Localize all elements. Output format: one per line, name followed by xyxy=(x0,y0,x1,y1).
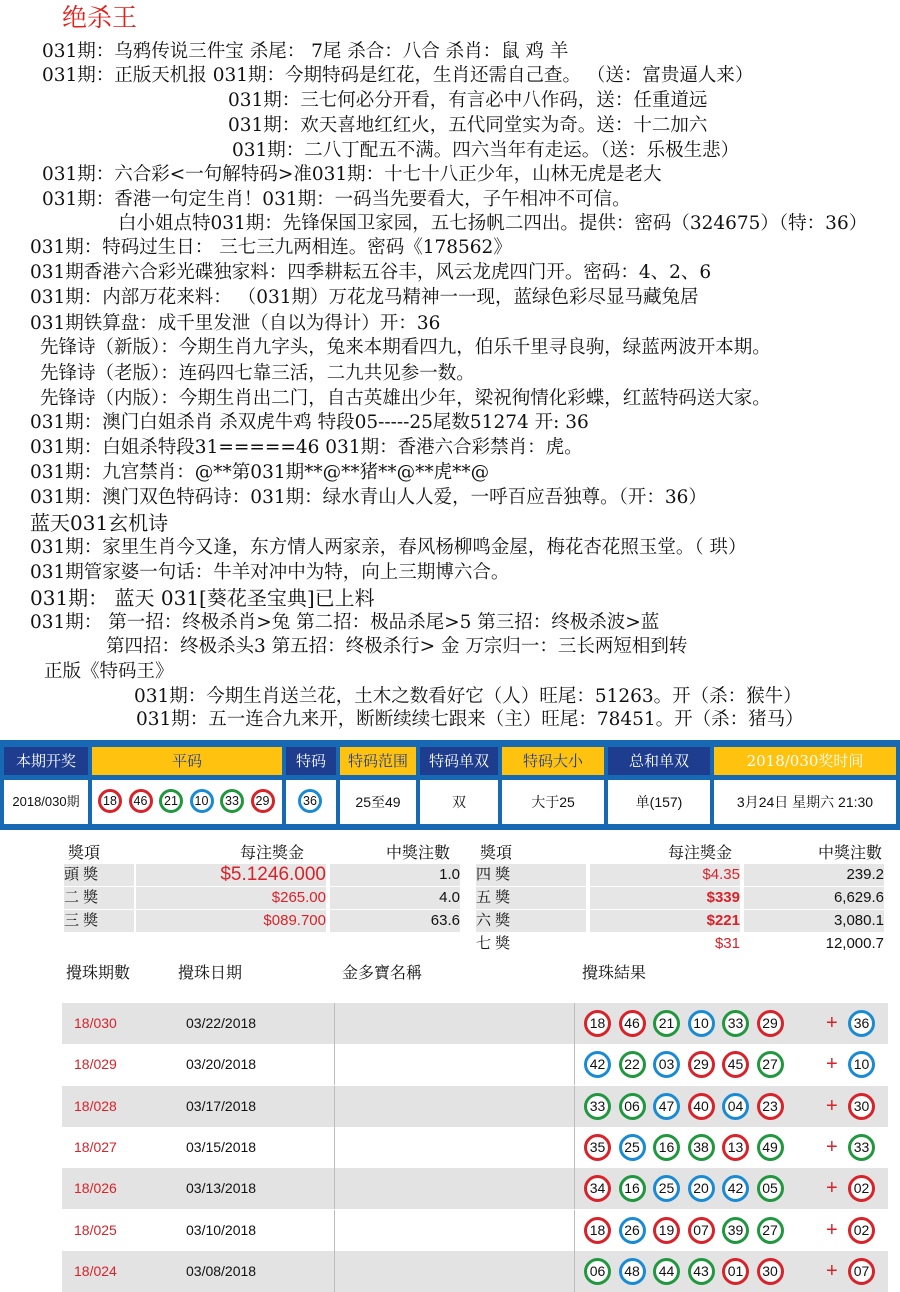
text-line: 白小姐点特031期：先锋保国卫家园，五七扬帆二四出。提供：密码（324675）（特：36） xyxy=(118,213,868,234)
header-regular-numbers: 平码 xyxy=(92,747,282,775)
draw-date: 03/20/2018 xyxy=(186,1056,257,1073)
column-divider xyxy=(334,1127,335,1168)
lottery-ball: 04 xyxy=(722,1093,749,1120)
text-line: 031期管家婆一句话：牛羊对冲中为特，向上三期博六合。 xyxy=(30,562,510,583)
lottery-ball: 25 xyxy=(653,1175,680,1202)
special-size: 大于25 xyxy=(502,780,604,824)
text-line: 031期铁算盘：成千里发泄（自以为得计）开：36 xyxy=(30,313,441,334)
lottery-ball: 10 xyxy=(848,1051,875,1078)
prize-name: 四 獎 xyxy=(476,864,586,886)
lottery-ball: 30 xyxy=(848,1093,875,1120)
prize-count: 3,080.1 xyxy=(744,910,884,932)
prize-count: 63.6 xyxy=(330,910,460,932)
table-row xyxy=(62,1251,888,1292)
column-divider xyxy=(574,1044,575,1085)
text-line: 031期：九宫禁肖：@**第031期**@**猪**@**虎**@ xyxy=(30,462,490,483)
prize-name: 三 獎 xyxy=(64,910,134,932)
lottery-ball: 05 xyxy=(757,1175,784,1202)
lottery-ball: 40 xyxy=(688,1093,715,1120)
lottery-ball: 13 xyxy=(722,1134,749,1161)
table-row xyxy=(62,1210,888,1251)
lottery-ball: 34 xyxy=(584,1175,611,1202)
prize-amount: $339 xyxy=(590,887,740,909)
text-line: 031期：澳门双色特码诗：031期：绿水青山人人爱，一呼百应吾独尊。（开：36） xyxy=(30,487,707,508)
history-header-name: 金多寶名稱 xyxy=(342,965,423,982)
lottery-ball: 29 xyxy=(688,1051,715,1078)
header-draw-time: 2018/030奖时间 xyxy=(714,747,896,775)
prize-header-amount: 每注獎金 xyxy=(240,845,305,862)
lottery-ball: 45 xyxy=(722,1051,749,1078)
prize-name: 六 獎 xyxy=(476,910,586,932)
prize-count: 1.0 xyxy=(330,864,460,886)
text-line: 蓝天031玄机诗 xyxy=(30,511,169,535)
column-divider xyxy=(334,1044,335,1085)
draw-period: 18/029 xyxy=(74,1056,117,1073)
lottery-ball: 18 xyxy=(98,789,122,813)
lottery-ball: 21 xyxy=(653,1010,680,1037)
lottery-ball: 42 xyxy=(722,1175,749,1202)
lottery-ball: 27 xyxy=(757,1051,784,1078)
prize-count: 239.2 xyxy=(744,864,884,886)
column-divider xyxy=(334,1168,335,1209)
draw-period: 18/028 xyxy=(74,1097,117,1114)
sum-odd-even: 单(157) xyxy=(608,780,710,824)
lottery-ball: 36 xyxy=(848,1010,875,1037)
lottery-ball: 21 xyxy=(159,789,183,813)
draw-period: 18/024 xyxy=(74,1262,117,1279)
plus-sign: + xyxy=(826,1094,838,1117)
text-line: 031期：特码过生日： 三七三九两相连。密码《178562》 xyxy=(30,237,512,258)
header-sum-odd-even: 总和单双 xyxy=(608,747,710,775)
special-range: 25至49 xyxy=(340,780,416,824)
column-divider xyxy=(334,1210,335,1251)
column-divider xyxy=(574,1251,575,1292)
plus-sign: + xyxy=(826,1135,838,1158)
lottery-ball: 01 xyxy=(722,1258,749,1285)
column-divider xyxy=(574,1003,575,1044)
text-line: 031期：正版天机报 031期：今期特码是红花，生肖还需自己查。 （送：富贵逼人来） xyxy=(42,65,754,86)
lottery-ball: 29 xyxy=(251,789,275,813)
lottery-ball: 36 xyxy=(298,789,322,813)
lottery-ball: 23 xyxy=(757,1093,784,1120)
prize-header-count: 中獎注數 xyxy=(386,845,451,862)
lottery-ball: 33 xyxy=(220,789,244,813)
lottery-ball: 48 xyxy=(619,1258,646,1285)
text-line: 031期：欢天喜地红红火，五代同堂实为奇。送：十二加六 xyxy=(228,115,708,136)
text-line: 031期香港六合彩光碟独家料：四季耕耘五谷丰，风云龙虎四门开。密码：4、2、6 xyxy=(30,262,712,283)
plus-sign: + xyxy=(826,1259,838,1282)
history-header-date: 攪珠日期 xyxy=(178,965,243,982)
column-divider xyxy=(574,1127,575,1168)
table-row xyxy=(62,1003,888,1044)
lottery-ball: 10 xyxy=(688,1010,715,1037)
draw-period: 18/030 xyxy=(74,1015,117,1031)
header-special-number: 特码 xyxy=(286,747,336,775)
text-line: 031期：二八丁配五不满。四六当年有走运。（送：乐极生悲） xyxy=(232,140,740,161)
lottery-ball: 46 xyxy=(129,789,153,813)
lottery-ball: 33 xyxy=(722,1010,749,1037)
history-header-result: 攪珠結果 xyxy=(582,965,647,982)
lottery-ball: 10 xyxy=(190,789,214,813)
text-line: 031期： 蓝天 031[葵花圣宝典]已上料 xyxy=(30,586,375,610)
text-line: 031期：三七何必分开看，有言必中八作码，送：任重道远 xyxy=(228,90,708,111)
draw-period: 18/027 xyxy=(74,1138,117,1155)
text-line: 先锋诗（内版）：今期生肖出二门，自古英雄出少年，梁祝徇情化彩蝶，红蓝特码送大家。 xyxy=(40,388,771,409)
lottery-ball: 25 xyxy=(619,1134,646,1161)
prize-name: 二 獎 xyxy=(64,887,134,909)
lottery-ball: 39 xyxy=(722,1217,749,1244)
lottery-ball: 27 xyxy=(757,1217,784,1244)
plus-sign: + xyxy=(826,1177,838,1200)
lottery-ball: 19 xyxy=(653,1217,680,1244)
text-line: 第四招：终极杀头3 第五招：终极杀行> 金 万宗归一：三长两短相到转 xyxy=(106,636,688,657)
table-row xyxy=(62,1127,888,1168)
lottery-ball: 33 xyxy=(848,1134,875,1161)
table-row xyxy=(62,1086,888,1127)
lottery-ball: 26 xyxy=(619,1217,646,1244)
text-line: 031期：澳门白姐杀肖 杀双虎牛鸡 特段05-----25尾数51274 开: 36 xyxy=(30,412,589,433)
lottery-ball: 49 xyxy=(757,1134,784,1161)
plus-sign: + xyxy=(826,1218,838,1241)
text-line: 031期：六合彩<一句解特码>准031期：十七十八正少年，山林无虎是老大 xyxy=(42,164,662,185)
column-divider xyxy=(574,1210,575,1251)
header-special-size: 特码大小 xyxy=(502,747,604,775)
prize-count: 12,000.7 xyxy=(825,935,884,952)
column-divider xyxy=(334,1251,335,1292)
lottery-ball: 47 xyxy=(653,1093,680,1120)
lottery-ball: 03 xyxy=(653,1051,680,1078)
lottery-ball: 02 xyxy=(848,1175,875,1202)
lottery-ball: 18 xyxy=(584,1010,611,1037)
history-header-period: 攪珠期數 xyxy=(66,965,131,982)
column-divider xyxy=(334,1003,335,1044)
lottery-ball: 02 xyxy=(848,1217,875,1244)
special-ball-cell xyxy=(286,780,336,824)
lottery-ball: 22 xyxy=(619,1051,646,1078)
draw-date: 03/08/2018 xyxy=(186,1262,257,1279)
text-line: 031期： 第一招：终极杀肖>兔 第二招：极品杀尾>5 第三招：终极杀波>蓝 xyxy=(30,612,660,633)
text-line: 031期：今期生肖送兰花，土木之数看好它（人）旺尾：51263。开（杀：猴牛） xyxy=(134,686,802,707)
text-line: 031期：家里生肖今又逢，东方情人两家亲，春风杨柳鸣金屋，梅花杏花照玉堂。（ 珙） xyxy=(30,537,747,558)
lottery-ball: 16 xyxy=(653,1134,680,1161)
prize-header-amount-right: 每注獎金 xyxy=(668,845,733,862)
header-current-draw: 本期开奖 xyxy=(4,747,88,775)
special-odd-even: 双 xyxy=(420,780,498,824)
text-line: 031期：香港一句定生肖！031期：一码当先要看大，子午相冲不可信。 xyxy=(42,189,631,210)
draw-period: 18/026 xyxy=(74,1180,117,1197)
prize-amount: $089.700 xyxy=(136,910,326,932)
lottery-ball: 20 xyxy=(688,1175,715,1202)
lottery-ball: 44 xyxy=(653,1258,680,1285)
draw-date: 03/15/2018 xyxy=(186,1138,257,1155)
column-divider xyxy=(334,1086,335,1127)
draw-period: 18/025 xyxy=(74,1221,117,1238)
prize-amount: $31 xyxy=(714,935,740,952)
lottery-ball: 30 xyxy=(757,1258,784,1285)
lottery-ball: 29 xyxy=(757,1010,784,1037)
lottery-ball: 06 xyxy=(619,1093,646,1120)
prize-amount: $221 xyxy=(590,910,740,932)
lottery-ball: 35 xyxy=(584,1134,611,1161)
plus-sign: + xyxy=(826,1053,838,1076)
header-special-range: 特码范围 xyxy=(340,747,416,775)
text-line: 031期：乌鸦传说三件宝 杀尾： 7尾 杀合：八合 杀肖：鼠 鸡 羊 xyxy=(42,41,569,62)
draw-date: 03/13/2018 xyxy=(186,1180,257,1197)
prize-name: 七 獎 xyxy=(476,935,511,952)
prize-count: 6,629.6 xyxy=(744,887,884,909)
lottery-ball: 38 xyxy=(688,1134,715,1161)
text-line: 031期：白姐杀特段31=====46 031期：香港六合彩禁肖：虎。 xyxy=(30,437,583,458)
text-line: 先锋诗（新版）：今期生肖九字头，兔来本期看四九，伯乐千里寻良驹，绿蓝两波开本期。 xyxy=(40,337,771,358)
column-divider xyxy=(574,1086,575,1127)
text-line: 先锋诗（老版）：连码四七靠三活，二九共见参一数。 xyxy=(40,363,475,384)
table-row xyxy=(62,1044,888,1085)
lottery-ball: 46 xyxy=(619,1010,646,1037)
prize-amount: $265.00 xyxy=(136,887,326,909)
text-line: 031期：五一连合九来开，断断续续七跟来（主）旺尾：78451。开（杀：猪马） xyxy=(136,709,804,730)
draw-date: 03/10/2018 xyxy=(186,1221,257,1238)
lottery-ball: 07 xyxy=(848,1258,875,1285)
prize-header-name: 獎項 xyxy=(68,845,101,862)
draw-time: 3月24日 星期六 21:30 xyxy=(714,780,896,824)
draw-date: 03/17/2018 xyxy=(186,1097,257,1114)
prize-amount: $4.35 xyxy=(590,864,740,886)
lottery-ball: 42 xyxy=(584,1051,611,1078)
page-title: 绝杀王 xyxy=(62,3,138,32)
column-divider xyxy=(574,1168,575,1209)
draw-period: 2018/030期 xyxy=(4,780,88,824)
text-line: 正版《特码王》 xyxy=(44,661,174,682)
prize-header-count-right: 中獎注數 xyxy=(818,845,883,862)
text-line: 031期：内部万花来料： （031期）万花龙马精神一一现，蓝绿色彩尽显马藏兔居 xyxy=(30,287,699,308)
lottery-ball: 06 xyxy=(584,1258,611,1285)
prize-name: 五 獎 xyxy=(476,887,586,909)
plus-sign: + xyxy=(826,1012,838,1034)
header-special-odd-even: 特码单双 xyxy=(420,747,498,775)
draw-date: 03/22/2018 xyxy=(186,1015,257,1031)
lottery-ball: 33 xyxy=(584,1093,611,1120)
prize-name: 頭 獎 xyxy=(64,864,134,886)
prize-header-name-right: 獎項 xyxy=(480,845,513,862)
prize-amount: $5.1246.000 xyxy=(136,864,326,886)
prize-count: 4.0 xyxy=(330,887,460,909)
lottery-ball: 07 xyxy=(688,1217,715,1244)
lottery-ball: 43 xyxy=(688,1258,715,1285)
table-row xyxy=(62,1168,888,1209)
draw-result-table xyxy=(0,740,900,830)
lottery-ball: 18 xyxy=(584,1217,611,1244)
lottery-ball: 16 xyxy=(619,1175,646,1202)
regular-balls-cell xyxy=(92,780,282,824)
